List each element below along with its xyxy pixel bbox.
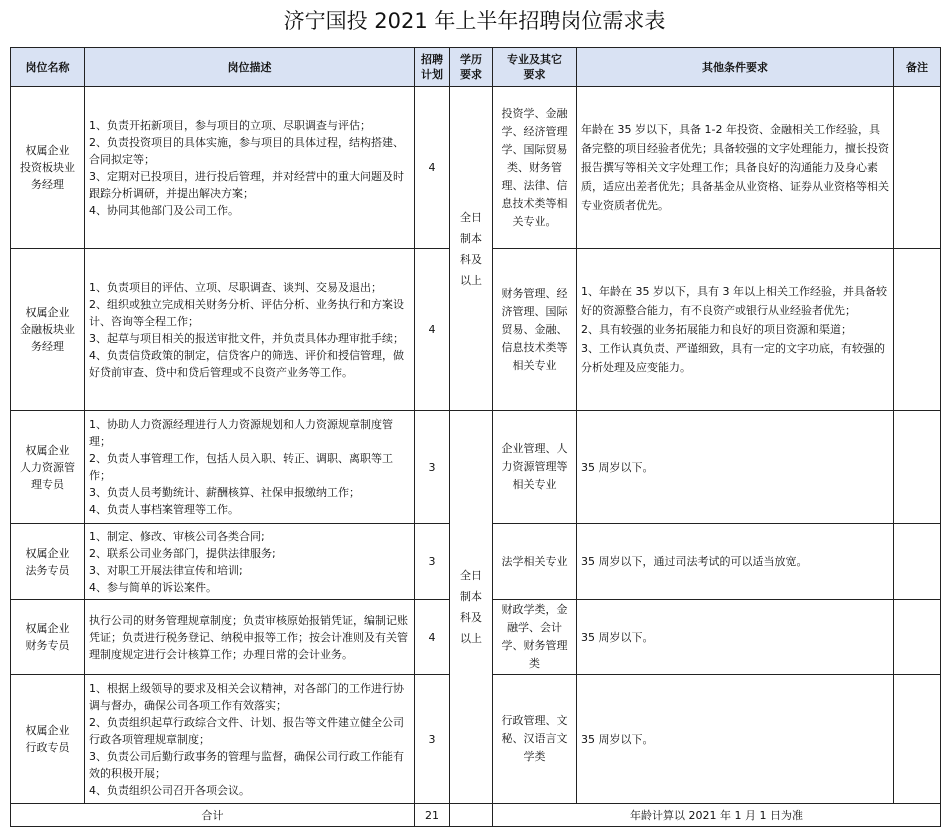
major-requirement: 法学相关专业 [493, 524, 577, 600]
position-description: 1、负责开拓新项目，参与项目的立项、尽职调查与评估； 2、负责投资项目的具体实施，参与项目的具体过程，结构搭建、合同拟定等； 3、定期对已投项目，进行投后管理，并对经营中的重大问题及时跟踪分析调研，并提出解决方案； 4、协同其他部门及公司工作。 [85, 87, 415, 249]
position-name: 权属企业 财务专员 [11, 600, 85, 675]
table-row [11, 411, 941, 524]
position-description: 执行公司的财务管理规章制度；负责审核原始报销凭证，编制记账凭证；负责进行税务登记、纳税申报等工作；按会计准则及有关管理制度规定进行会计核算工作；办理日常的会计业务。 [85, 600, 415, 675]
hiring-count: 4 [415, 249, 450, 411]
header-row [11, 48, 941, 87]
recruitment-table [10, 47, 941, 827]
position-description: 1、负责项目的评估、立项、尽职调查、谈判、交易及退出； 2、组织或独立完成相关财务分析、评估分析、业务执行和方案设计、咨询等全程工作； 3、起草与项目相关的报送审批文件，并负责具体办理审批手续； 4、负责信贷政策的制定，信贷客户的筛选、评价和授信管理，做好贷前审查、贷中和贷后管理或不良资产业务等工作。 [85, 249, 415, 411]
education-requirement: 全日 制本 科及 以上 [450, 411, 493, 804]
footer-row [11, 804, 941, 827]
other-requirements: 1、年龄在 35 岁以下，具有 3 年以上相关工作经验，并具备较好的资源整合能力，有不良资产或银行从业经验者优先； 2、具有较强的业务拓展能力和良好的项目资源和渠道； 3、工作认真负责、严谨细致，具有一定的文字功底，有较强的分析处理及应变能力。 [577, 249, 894, 411]
major-requirement: 财政学类，金融学、会计学、财务管理类 [493, 600, 577, 675]
hiring-count: 3 [415, 524, 450, 600]
position-description: 1、根据上级领导的要求及相关会议精神，对各部门的工作进行协调与督办，确保公司各项工作有效落实； 2、负责组织起草行政综合文件、计划、报告等文件建立健全公司行政各项管理规章制度； 3、负责公司后勤行政事务的管理与监督，确保公司行政工作能有效的积极开展； 4、负责组织公司召开各项会议。 [85, 675, 415, 804]
major-requirement: 企业管理、人力资源管理等相关专业 [493, 411, 577, 524]
position-name: 权属企业 投资板块业 务经理 [11, 87, 85, 249]
remark-cell [894, 87, 941, 249]
page-title: 济宁国投 2021 年上半年招聘岗位需求表 [283, 9, 666, 33]
hiring-count: 3 [415, 411, 450, 524]
hiring-count: 4 [415, 87, 450, 249]
header-remark: 备注 [894, 48, 941, 87]
header-count: 招聘 计划 [415, 48, 450, 87]
major-requirement: 财务管理、经济管理、国际贸易、金融、信息技术类等相关专业 [493, 249, 577, 411]
position-description: 1、协助人力资源经理进行人力资源规划和人力资源规章制度管理； 2、负责人事管理工作，包括人员入职、转正、调职、离职等工作； 3、负责人员考勤统计、薪酬核算、社保申报缴纳工作； 4、负责人事档案管理等工作。 [85, 411, 415, 524]
major-requirement: 行政管理、文秘、汉语言文学类 [493, 675, 577, 804]
remark-cell [894, 600, 941, 675]
position-name: 权属企业 金融板块业 务经理 [11, 249, 85, 411]
header-name: 岗位名称 [11, 48, 85, 87]
header-desc: 岗位描述 [85, 48, 415, 87]
remark-cell [894, 675, 941, 804]
other-requirements: 35 周岁以下。 [577, 675, 894, 804]
header-edu: 学历 要求 [450, 48, 493, 87]
header-major: 专业及其它 要求 [493, 48, 577, 87]
other-requirements: 35 周岁以下。 [577, 600, 894, 675]
position-description: 1、制定、修改、审核公司各类合同; 2、联系公司业务部门，提供法律服务; 3、对职工开展法律宣传和培训; 4、参与简单的诉讼案件。 [85, 524, 415, 600]
remark-cell [894, 411, 941, 524]
footer-blank [450, 804, 493, 827]
footer-label: 合计 [11, 804, 415, 827]
position-name: 权属企业 法务专员 [11, 524, 85, 600]
other-requirements: 35 周岁以下，通过司法考试的可以适当放宽。 [577, 524, 894, 600]
position-name: 权属企业 行政专员 [11, 675, 85, 804]
remark-cell [894, 249, 941, 411]
major-requirement: 投资学、金融学、经济管理学、国际贸易类、财务管理、法律、信息技术类等相关专业。 [493, 87, 577, 249]
hiring-count: 4 [415, 600, 450, 675]
remark-cell [894, 524, 941, 600]
other-requirements: 年龄在 35 岁以下，具备 1-2 年投资、金融相关工作经验，具备完整的项目经验者优先；具备较强的文字处理能力，擅长投资报告撰写等相关文字处理工作；具备良好的沟通能力及身心素质，适应出差者优先；具备基金从业资格、证券从业资格等相关专业资质者优先。 [577, 87, 894, 249]
footer-note: 年龄计算以 2021 年 1 月 1 日为准 [493, 804, 941, 827]
other-requirements: 35 周岁以下。 [577, 411, 894, 524]
table-row [11, 87, 941, 249]
header-other: 其他条件要求 [577, 48, 894, 87]
footer-total: 21 [415, 804, 450, 827]
education-requirement: 全日 制本 科及 以上 [450, 87, 493, 411]
hiring-count: 3 [415, 675, 450, 804]
position-name: 权属企业 人力资源管 理专员 [11, 411, 85, 524]
